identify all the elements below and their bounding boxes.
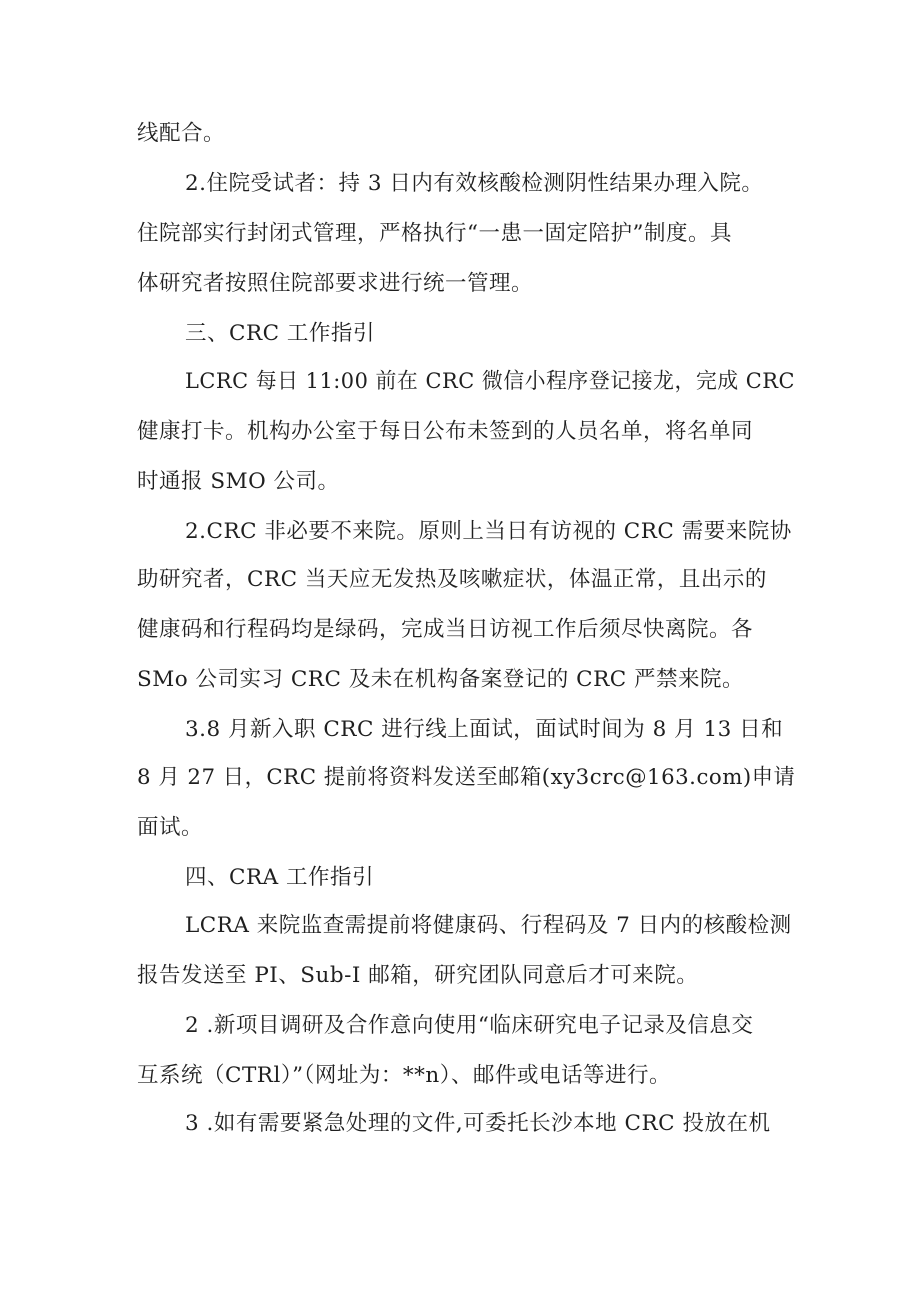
section-heading: 三、CRC 工作指引 (185, 321, 375, 346)
text-line: LCRA 来院监查需提前将健康码、行程码及 7 日内的核酸检测 (185, 913, 792, 938)
text-line: 健康码和行程码均是绿码，完成当日访视工作后须尽快离院。各 (137, 617, 754, 642)
text-line: SMo 公司实习 CRC 及未在机构备案登记的 CRC 严禁来院。 (137, 667, 745, 692)
text-line: 3.8 月新入职 CRC 进行线上面试，面试时间为 8 月 13 日和 (185, 717, 784, 742)
text-line: 2.CRC 非必要不来院。原则上当日有访视的 CRC 需要来院协 (185, 519, 792, 544)
text-line: 面试。 (137, 815, 204, 840)
text-line: 健康打卡。机构办公室于每日公布未签到的人员名单，将名单同 (137, 419, 754, 444)
text-line: 2 .新项目调研及合作意向使用“临床研究电子记录及信息交 (185, 1013, 754, 1038)
text-line: 互系统（CTRl）”（网址为：**n）、邮件或电话等进行。 (137, 1063, 671, 1088)
text-line: 时通报 SMO 公司。 (137, 469, 340, 494)
text-line: 3 .如有需要紧急处理的文件,可委托长沙本地 CRC 投放在机 (185, 1111, 771, 1136)
section-heading: 四、CRA 工作指引 (185, 865, 374, 890)
text-line: LCRC 每日 11:00 前在 CRC 微信小程序登记接龙，完成 CRC (185, 369, 796, 394)
text-line: 线配合。 (137, 121, 226, 146)
text-line: 2.住院受试者：持 3 日内有效核酸检测阴性结果办理入院。 (185, 171, 764, 196)
text-line: 报告发送至 PI、Sub-I 邮箱，研究团队同意后才可来院。 (137, 963, 699, 988)
text-line: 住院部实行封闭式管理，严格执行“一患一固定陪护”制度。具 (137, 221, 732, 246)
text-line: 助研究者，CRC 当天应无发热及咳嗽症状，体温正常，且出示的 (137, 567, 767, 592)
text-line: 体研究者按照住院部要求进行统一管理。 (137, 271, 534, 296)
text-line: 8 月 27 日，CRC 提前将资料发送至邮箱(xy3crc@163.com)申请 (137, 765, 796, 790)
